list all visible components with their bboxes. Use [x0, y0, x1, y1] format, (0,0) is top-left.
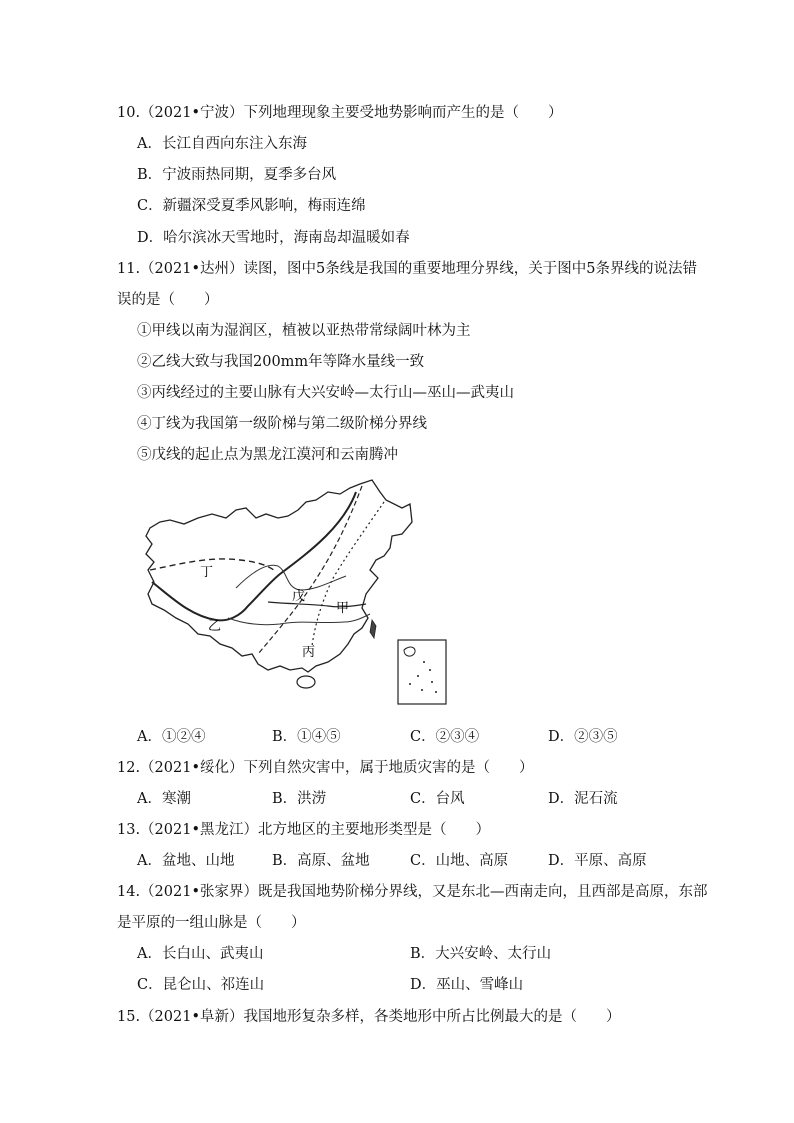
question-11-stem-line1: 11.（2021•达州）读图，图中5条线是我国的重要地理分界线，关于图中5条界线的说法错	[117, 261, 697, 277]
question-12-option-a: A．寒潮	[137, 791, 191, 807]
question-11-stem-line2: 误的是（ ）	[117, 292, 219, 308]
question-12-option-b: B．洪涝	[272, 791, 327, 807]
question-12-option-c: C．台风	[410, 791, 465, 807]
map-label-bing: 丙	[302, 645, 316, 660]
hainan-island	[297, 676, 315, 688]
question-15-stem: 15.（2021•阜新）我国地形复杂多样，各类地形中所占比例最大的是（ ）	[117, 1009, 621, 1025]
question-11-option-a: A．①②④	[137, 729, 206, 745]
question-14-option-c: C．昆仑山、祁连山	[137, 977, 265, 993]
question-11-option-c: C．②③④	[410, 729, 480, 745]
question-13-option-a: A．盆地、山地	[137, 853, 235, 869]
yi-line	[152, 492, 356, 620]
question-10-option-c: C．新疆深受夏季风影响，梅雨连绵	[137, 198, 366, 214]
question-14-stem-line1: 14.（2021•张家界）既是我国地势阶梯分界线，又是东北—西南走向，且西部是高原，东部	[117, 884, 708, 900]
question-12-option-d: D．泥石流	[548, 791, 618, 807]
question-10-option-d: D．哈尔滨冰天雪地时，海南岛却温暖如春	[137, 230, 410, 246]
china-map-figure	[140, 478, 452, 710]
question-10-stem: 10.（2021•宁波）下列地理现象主要受地势影响而产生的是（ ）	[117, 105, 563, 121]
question-11-statement-3: ③丙线经过的主要山脉有大兴安岭—太行山—巫山—武夷山	[137, 385, 514, 401]
question-10-option-a: A．长江自西向东注入东海	[137, 136, 307, 152]
map-label-jia: 甲	[336, 601, 350, 616]
jia-line	[268, 602, 366, 607]
taiwan-island	[370, 620, 376, 638]
question-12-stem: 12.（2021•绥化）下列自然灾害中，属于地质灾害的是（ ）	[117, 760, 534, 776]
question-11-statement-2: ②乙线大致与我国200mm年等降水量线一致	[137, 354, 425, 370]
map-label-wu: 戊	[292, 589, 306, 604]
question-13-option-d: D．平原、高原	[548, 853, 647, 869]
question-10-option-b: B．宁波雨热同期，夏季多台风	[137, 167, 337, 183]
map-label-ding: 丁	[200, 565, 214, 580]
question-11-statement-4: ④丁线为我国第一级阶梯与第二级阶梯分界线	[137, 416, 427, 432]
question-13-option-b: B．高原、盆地	[272, 853, 370, 869]
question-14-option-a: A．长白山、武夷山	[137, 946, 264, 962]
question-13-stem: 13.（2021•黑龙江）北方地区的主要地形类型是（ ）	[117, 822, 491, 838]
question-11-statement-5: ⑤戊线的起止点为黑龙江漠河和云南腾冲	[137, 447, 398, 463]
question-14-stem-line2: 是平原的一组山脉是（ ）	[117, 915, 306, 931]
south-china-sea-inset	[398, 640, 446, 704]
map-label-yi: 乙	[208, 619, 222, 634]
question-13-option-c: C．山地、高原	[410, 853, 509, 869]
question-11-statement-1: ①甲线以南为湿润区，植被以亚热带常绿阔叶林为主	[137, 323, 471, 339]
question-11-option-b: B．①④⑤	[272, 729, 341, 745]
question-14-option-d: D．巫山、雪峰山	[410, 977, 524, 993]
question-11-option-d: D．②③⑤	[548, 729, 618, 745]
question-14-option-b: B．大兴安岭、太行山	[410, 946, 552, 962]
